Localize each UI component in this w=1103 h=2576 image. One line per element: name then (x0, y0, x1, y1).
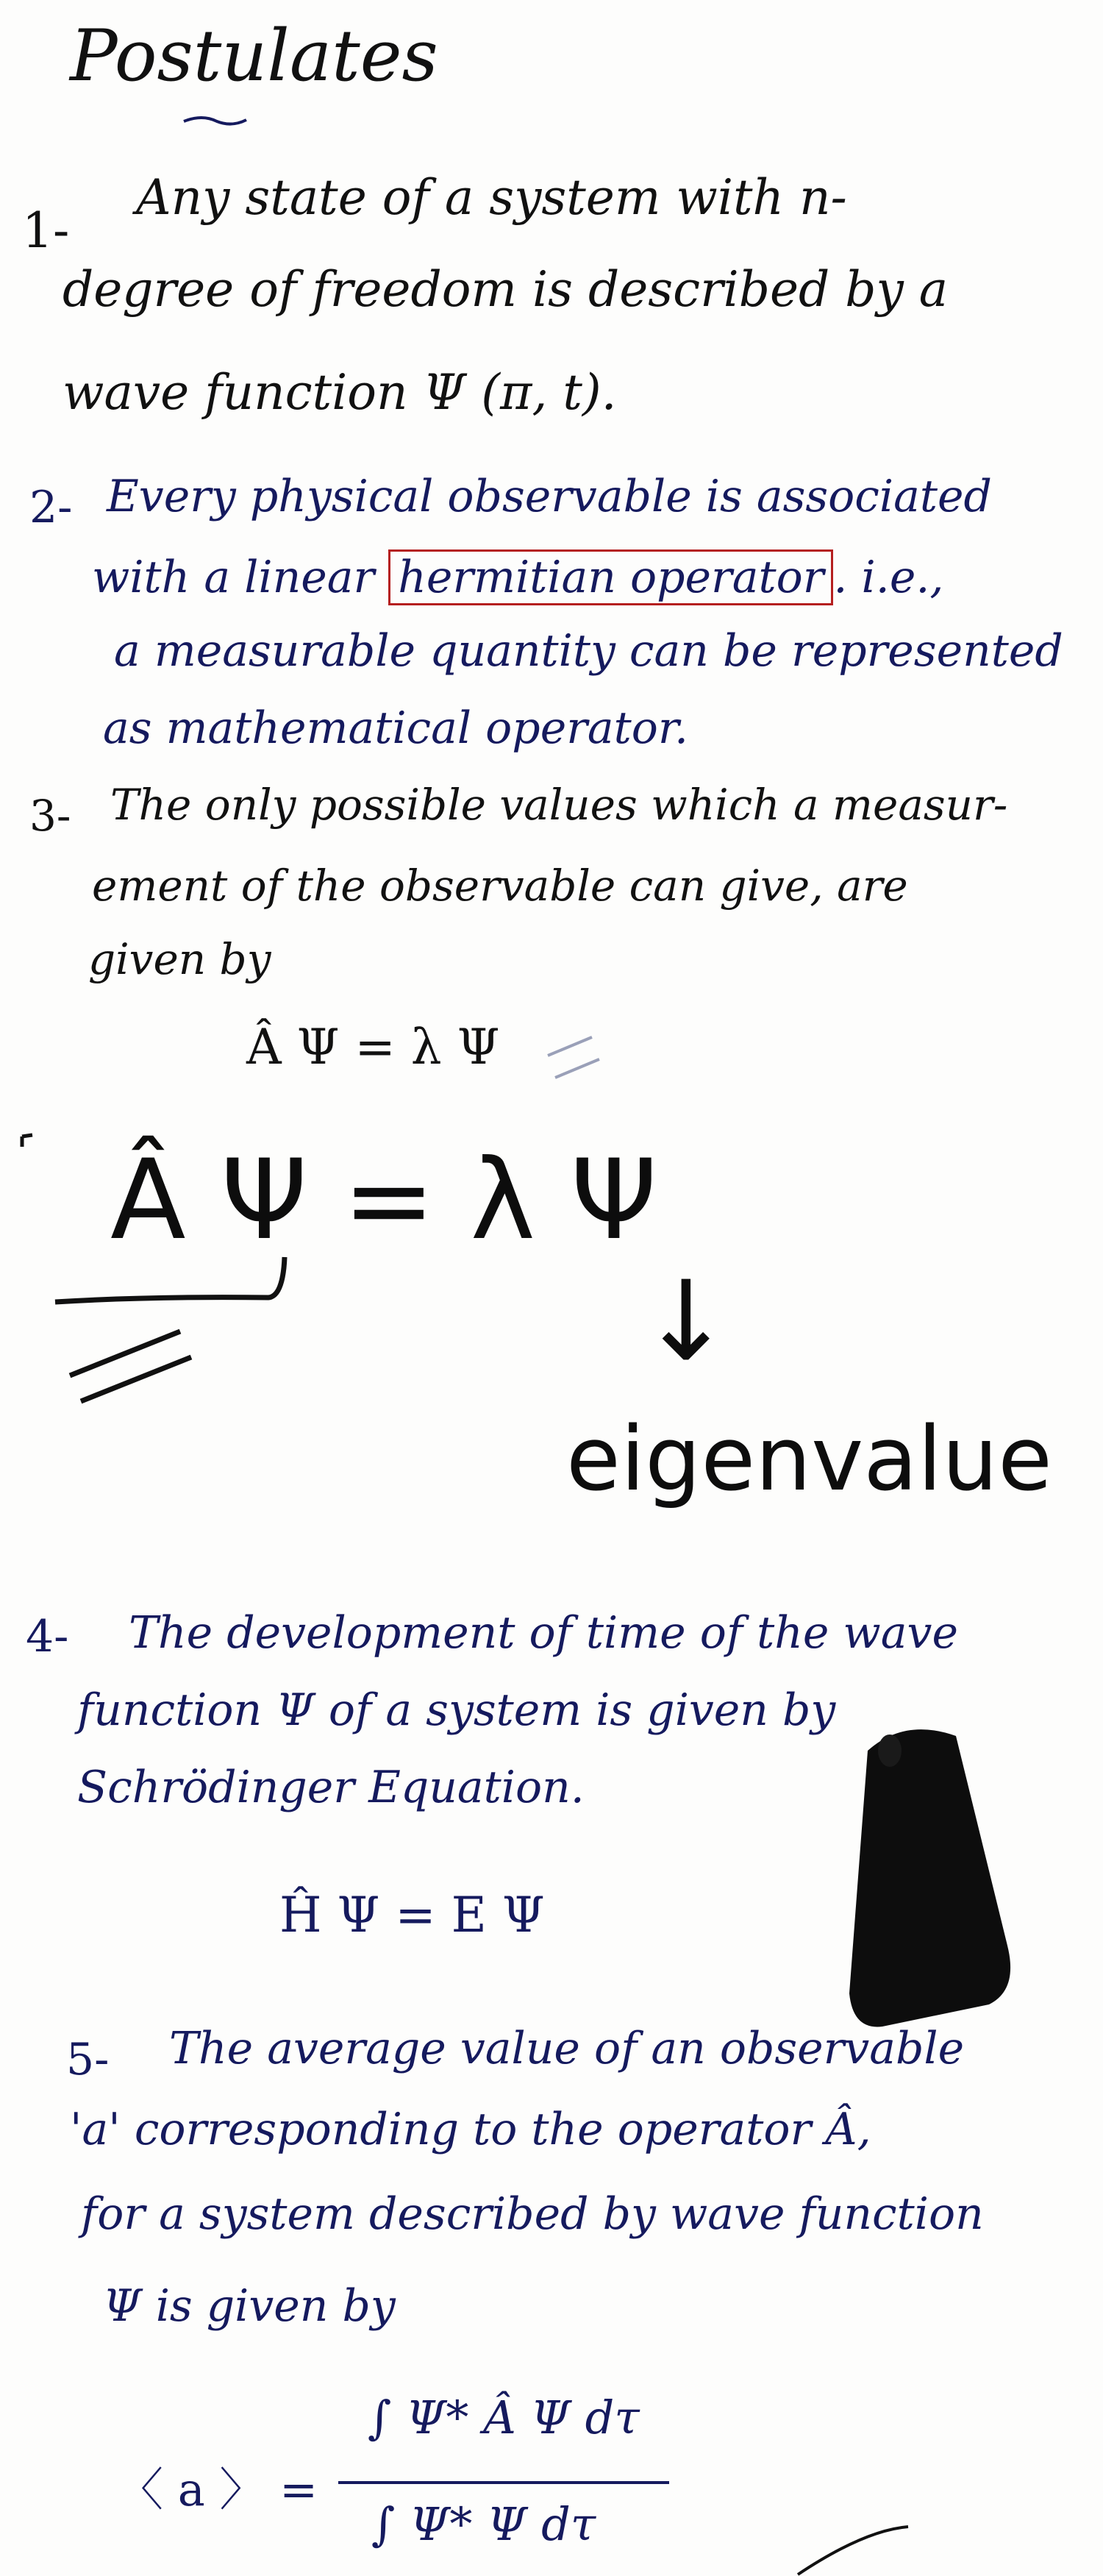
title-squiggle (184, 118, 246, 124)
marker-pen-object (849, 1729, 1010, 2027)
postulate-3-number: 3- (29, 791, 71, 841)
postulate-4-line-3: Schrödinger Equation. (77, 1762, 585, 1813)
eigenvalue-arrow: ↓ (640, 1258, 732, 1386)
schrodinger-equation: Ĥ Ψ = E Ψ (279, 1887, 545, 1943)
marker-pen-tip (878, 1734, 902, 1767)
postulate-2-line-1: Every physical observable is associated (107, 471, 992, 522)
postulate-2-line-2-post: . i.e., (833, 552, 944, 603)
equals-marks-small (548, 1037, 599, 1078)
postulate-2-number: 2- (29, 482, 73, 533)
postulate-5-line-2: 'a' corresponding to the operator Â, (70, 2104, 871, 2155)
postulate-5-line-3: for a system described by wave function (81, 2188, 984, 2240)
postulate-5-line-1: The average value of an observable (169, 2023, 965, 2074)
postulate-1-line-2: degree of freedom is described by a (63, 261, 949, 318)
postulate-3-line-2: ement of the observable can give, are (92, 861, 908, 911)
eigenvalue-equation-large: Â Ψ = λ Ψ (110, 1136, 657, 1264)
postulate-4-number: 4- (26, 1611, 69, 1662)
postulate-4-line-1: The development of time of the wave (129, 1607, 958, 1659)
eigenvalue-label: eigenvalue (566, 1409, 1052, 1511)
hermitian-operator-box: hermitian operator (388, 549, 833, 605)
postulate-5-number: 5- (66, 2034, 110, 2085)
postulate-2-line-3: a measurable quantity can be represented (114, 625, 1063, 677)
page-title: Postulates (70, 15, 438, 97)
underline-bracket (55, 1257, 285, 1302)
pen-stroke (798, 2527, 908, 2575)
postulate-5-line-4: Ψ is given by (103, 2280, 396, 2332)
corner-mark (22, 1135, 32, 1147)
postulate-1-number: 1- (22, 202, 70, 259)
postulate-2-line-2-pre: with a linear (92, 552, 375, 603)
double-slash-mark (70, 1331, 191, 1401)
postulate-3-line-1: The only possible values which a measur- (110, 780, 1008, 830)
postulate-3-line-3: given by (88, 934, 271, 984)
postulate-4-line-2: function Ψ of a system is given by (77, 1684, 836, 1736)
postulate-1-line-1: Any state of a system with n- (136, 169, 847, 226)
postulate-1-line-3: wave function Ψ (π, t). (63, 364, 617, 421)
average-value-numerator: ∫ Ψ* Â Ψ dτ (368, 2391, 640, 2444)
average-value-denominator: ∫ Ψ* Ψ dτ (371, 2497, 596, 2551)
postulate-2-line-4: as mathematical operator. (103, 702, 689, 754)
postulate-3-equation: Â Ψ = λ Ψ (246, 1019, 500, 1075)
average-value-lhs: 〈 a 〉 = (118, 2463, 318, 2516)
